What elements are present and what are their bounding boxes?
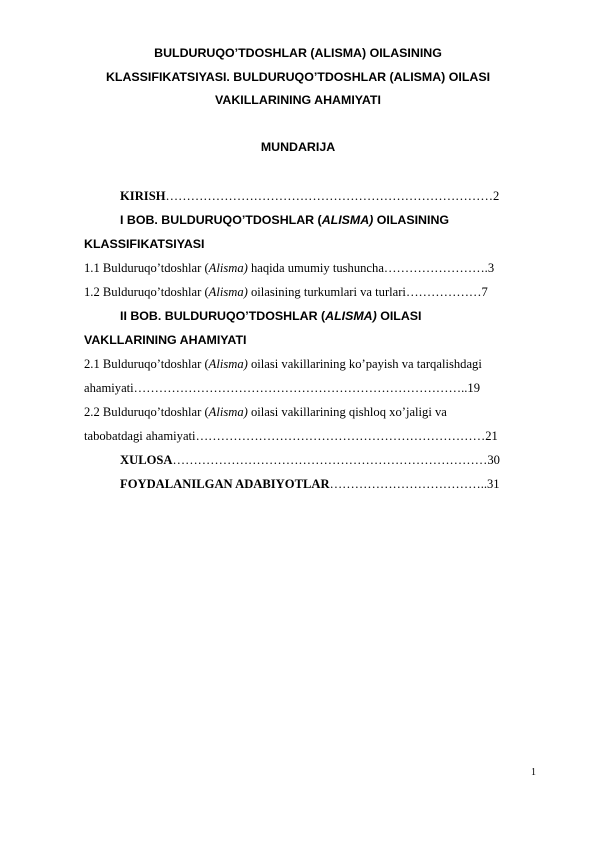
toc-chapter-italic: ALISMA) bbox=[321, 213, 374, 227]
toc-entry-suffix: oilasi vakillarining ko’payish va tarqalishdagi bbox=[247, 357, 482, 371]
document-title bbox=[70, 42, 526, 113]
toc-leader: ……………………. bbox=[383, 261, 488, 275]
toc-entry-kirish bbox=[120, 187, 499, 205]
toc-page-number: 3 bbox=[487, 261, 495, 275]
toc-entry-1-1 bbox=[84, 259, 494, 277]
toc-heading: MUNDARIJA bbox=[260, 140, 336, 154]
toc-entry-italic: Alisma) bbox=[208, 405, 248, 419]
toc-page-number: 7 bbox=[481, 285, 488, 299]
toc-entry-suffix: oilasi vakillarining qishloq xo’jaligi va bbox=[247, 405, 447, 419]
toc-entry-prefix: 1.2 Bulduruqo’tdoshlar ( bbox=[84, 285, 209, 299]
toc-entry-xulosa bbox=[120, 451, 500, 469]
toc-entry-suffix: haqida umumiy tushuncha bbox=[247, 261, 384, 275]
toc-chapter-suffix: OILASI bbox=[376, 309, 422, 323]
toc-entry-2-2 bbox=[84, 403, 447, 421]
title-line-2: KLASSIFIKATSIYASI. BULDURUQO’TDOSHLAR (ALISMA) OILASI bbox=[105, 69, 491, 84]
toc-entry-label: KIRISH bbox=[120, 189, 166, 203]
toc-entry-italic: Alisma) bbox=[208, 285, 248, 299]
toc-entry-label: FOYDALANILGAN ADABIYOTLAR bbox=[120, 477, 330, 491]
toc-entry-suffix: oilasining turkumlari va turlari bbox=[247, 285, 406, 299]
toc-leader: ……………………………….. bbox=[329, 477, 487, 491]
toc-entry-1-2 bbox=[84, 283, 488, 301]
toc-entry-continuation: ahamiyati bbox=[84, 381, 134, 395]
toc-entry-2-2-line2 bbox=[84, 427, 498, 445]
toc-leader: …………………………………………………………………….. bbox=[133, 381, 468, 395]
toc-entry-2-1 bbox=[84, 355, 482, 373]
title-line-1: BULDURUQO’TDOSHLAR (ALISMA) OILASINING bbox=[154, 46, 442, 60]
toc-page-number: 31 bbox=[487, 477, 500, 491]
toc-entry-label: XULOSA bbox=[120, 453, 173, 467]
page-number: 1 bbox=[531, 767, 536, 778]
toc-page-number: 19 bbox=[467, 381, 480, 395]
toc-chapter-suffix: OILASINING bbox=[373, 213, 450, 227]
toc-entry-adabiyotlar bbox=[120, 475, 500, 493]
toc-page-number: 21 bbox=[485, 429, 498, 443]
toc-entry-continuation: tabobatdagi ahamiyati bbox=[84, 429, 196, 443]
toc-chapter-1-line2: KLASSIFIKATSIYASI bbox=[84, 237, 205, 251]
toc-chapter-prefix: II BOB. BULDURUQO’TDOSHLAR ( bbox=[120, 309, 326, 323]
toc-page-number: 30 bbox=[487, 453, 500, 467]
toc-page-number: 2 bbox=[492, 189, 500, 203]
toc-chapter-prefix: I BOB. BULDURUQO’TDOSHLAR ( bbox=[120, 213, 322, 227]
toc-leader: …………………………………………………………… bbox=[195, 429, 486, 443]
toc-chapter-2 bbox=[120, 307, 422, 325]
toc-chapter-1 bbox=[120, 211, 449, 229]
toc-entry-italic: Alisma) bbox=[208, 357, 248, 371]
toc-entry-2-1-line2 bbox=[84, 379, 480, 397]
title-line-3: VAKILLARINING AHAMIYATI bbox=[215, 93, 381, 107]
toc-entry-italic: Alisma) bbox=[208, 261, 248, 275]
toc-chapter-2-line2: VAKLLARINING AHAMIYATI bbox=[84, 333, 247, 347]
toc-leader: ……………… bbox=[405, 285, 482, 299]
toc-entry-prefix: 2.2 Bulduruqo’tdoshlar ( bbox=[84, 405, 209, 419]
toc-entry-prefix: 2.1 Bulduruqo’tdoshlar ( bbox=[84, 357, 209, 371]
toc-leader: …………………………………………………………………… bbox=[165, 189, 493, 203]
toc-chapter-italic: ALISMA) bbox=[325, 309, 377, 323]
toc-leader: ………………………………………………………………… bbox=[172, 453, 488, 467]
toc-entry-prefix: 1.1 Bulduruqo’tdoshlar ( bbox=[84, 261, 209, 275]
